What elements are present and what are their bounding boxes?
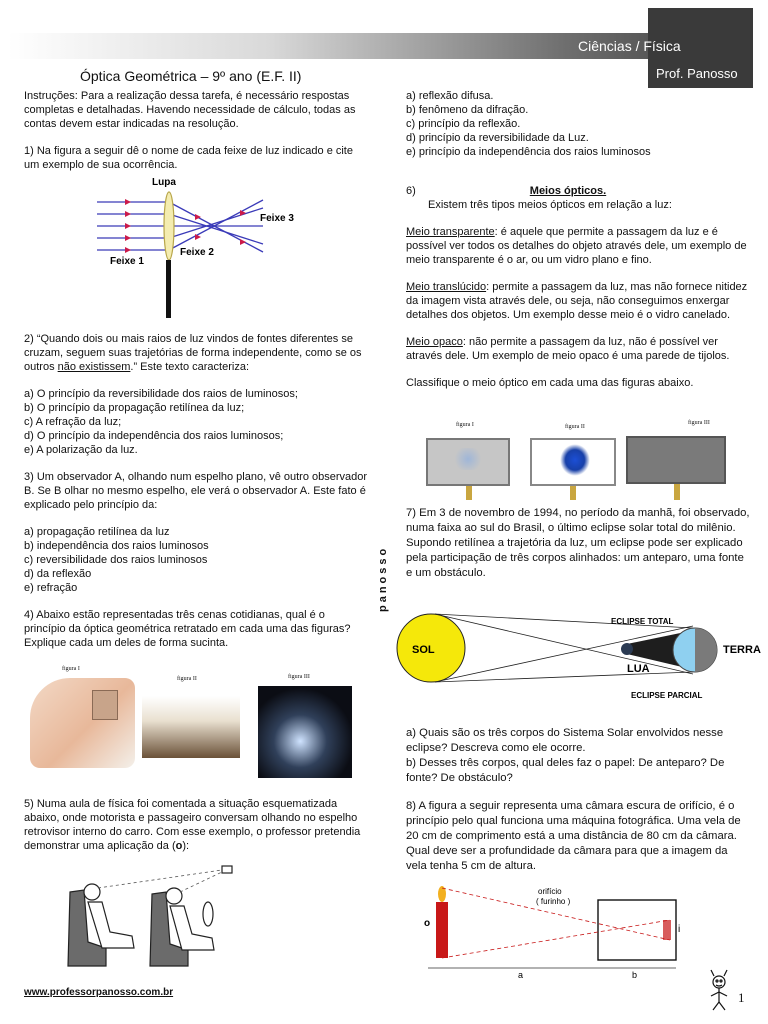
lua-label: LUA [627,663,650,675]
furinho-label: ( furinho ) [536,897,571,906]
q7-option-b: b) Desses três corpos, qual deles faz o papel: De anteparo? De fonte? De obstáculo? [406,757,725,784]
feixe2-label: Feixe 2 [180,247,214,258]
question-8: 8) A figura a seguir representa uma câmara escura de orifício, é o princípio pelo qual funciona uma máquina fotográfica. Uma vela de 20 cm de comprimento está a uma distância de 80 cm da câmara. Qual deve ser a profundidade da câmara para que a imagem da vela tenha 5 cm de altura. [406,800,741,872]
fig6-label-1: figura I [456,422,474,428]
left-column-middle [24,332,369,650]
eclipse-parcial-label: ECLIPSE PARCIAL [631,691,703,700]
photo-light-beams [258,686,352,778]
photo-light-wall [142,696,240,758]
question-5: 5) Numa aula de física foi comentada a situação esquematizada abaixo, onde motorista e passageiro conversam olhando no espelho retrovisor interno do carro. Com esse exemplo, o professor pretendia demonstrar uma aplicação da (o): [24,798,361,852]
fig4-label-3: figura III [288,674,310,680]
page-number: 1 [738,990,745,1005]
meio-transparente: Meio transparente: é aquele que permite a passagem da luz e é possível ver todos os detalhes do objeto através dele, um exemplo de meio transparente é o ar, ou um vidro plano e fino. [406,226,747,266]
q7-option-a: a) Quais são os três corpos do Sistema Solar envolvidos nesse eclipse? Descreva como ele ocorre. [406,727,724,754]
fig4-label-1: figura I [62,666,80,672]
q2-option-c: c) A refração da luz; [24,416,122,428]
q2-option-b: b) O princípio da propagação retilínea da luz; [24,402,245,414]
figure-lens-beams [95,174,305,320]
meio-opaco: Meio opaco: não permite a passagem da luz, não é possível ver através dele. Um exemplo de meio opaco é uma parede de tijolos. [406,336,730,362]
instructions: Instruções: Para a realização dessa tarefa, é necessário respostas completas e detalhadas. Havendo necessidade de cálculo, todas as contas devem estar indicadas na resolução. [24,90,356,130]
right-column-q7 [406,506,751,581]
q6-task: Classifique o meio óptico em cada uma das figuras abaixo. [406,377,694,389]
q2-option-e: e) A polarização da luz. [24,444,138,456]
subject-label: Ciências / Física [578,38,681,54]
question-4: 4) Abaixo estão representadas três cenas cotidianas, qual é o princípio da óptica geométrica retratado em cada uma das figuras? Explique cada um deles de forma sucinta. [24,609,351,649]
meio-translucido: Meio translúcido: permite a passagem da luz, mas não fornece nitidez da imagem vista através dele, ou seja, não conseguimos enxergar detalhes dos objetos. Um exemplo desse meio é o vidro canelado. [406,281,748,321]
figure-camera-obscura [420,884,690,980]
question-3: 3) Um observador A, olhando num espelho plano, vê outro observador B. Se B olhar no mesmo espelho, ele verá o observador A. Este fato é explicado pelo princípio da: [24,471,368,511]
q3-option-d: d) da reflexão [24,568,92,580]
left-column-top [24,89,369,172]
question-2: 2) “Quando dois ou mais raios de luz vindos de fontes diferentes se cruzam, seguem suas trajetórias de forma independente, como se os outros não existissem.” Este texto caracteriza: [24,333,362,373]
fig4-label-2: figura II [177,676,197,682]
q5-option-b: b) fenômeno da difração. [406,104,529,116]
board-translucent [426,438,510,486]
left-column-bottom [24,797,369,853]
q3-option-b: b) independência dos raios luminosos [24,540,209,552]
o-label: o [424,918,431,929]
a-label: a [518,970,524,980]
board-opaque [626,436,726,484]
document-title: Óptica Geométrica – 9º ano (E.F. II) [80,68,302,84]
butterfly [560,444,590,476]
fig6-label-3: figura III [688,420,710,426]
q3-option-e: e) refração [24,582,78,594]
q3-option-a: a) propagação retilínea da luz [24,526,170,538]
orificio-label: orifício [538,887,562,896]
q5-option-c: c) princípio da reflexão. [406,118,521,130]
figure-everyday-scenes [30,662,370,782]
q5-option-d: d) princípio da reversibilidade da Luz. [406,132,589,144]
mirror-shape [92,690,118,720]
sol-label: SOL [412,644,435,656]
footer-url[interactable]: www.professorpanosso.com.br [24,987,174,998]
right-column-top [406,89,751,390]
b-label: b [632,970,638,980]
right-column-bottom [406,726,751,874]
mascot-icon [704,968,734,1014]
blurred-butterfly [454,448,482,470]
q3-option-c: c) reversibilidade dos raios luminosos [24,554,208,566]
q5-option-a: a) reflexão difusa. [406,90,494,102]
figure-car-mirror [62,862,252,972]
board-transparent [530,438,616,486]
question-6-heading: 6) Meios ópticos. [406,185,607,197]
fig6-label-2: figura II [565,424,585,430]
q5-option-e: e) princípio da independência dos raios luminosos [406,146,651,158]
terra-label: TERRA [723,644,761,656]
side-brand: panosso [377,545,389,612]
question-1: 1) Na figura a seguir dê o nome de cada feixe de luz indicado e cite um exemplo de sua ocorrência. [24,145,353,171]
figure-optical-media [420,418,740,502]
q6-intro: Existem três tipos meios ópticos em relação a luz: [428,199,672,211]
teacher-label: Prof. Panosso [656,66,738,81]
question-7: 7) Em 3 de novembro de 1994, no período da manhã, foi observado, numa faixa ao sul do Brasil, o último eclipse solar total do milênio. Supondo retilínea a trajetória da luz, um eclipse pode ser explicado pela participação de três corpos alinhados: um anteparo, uma fonte e um obstáculo. [406,507,750,579]
eclipse-total-label: ECLIPSE TOTAL [611,617,674,626]
q2-option-a: a) O princípio da reversibilidade dos raios de luminosos; [24,388,298,400]
lupa-label: Lupa [152,177,176,188]
feixe1-label: Feixe 1 [110,256,144,267]
i-label: i [678,924,681,935]
feixe3-label: Feixe 3 [260,213,294,224]
figure-eclipse [395,608,765,704]
q2-option-d: d) O princípio da independência dos raios luminosos; [24,430,284,442]
photo-baby-mirror [30,678,135,768]
